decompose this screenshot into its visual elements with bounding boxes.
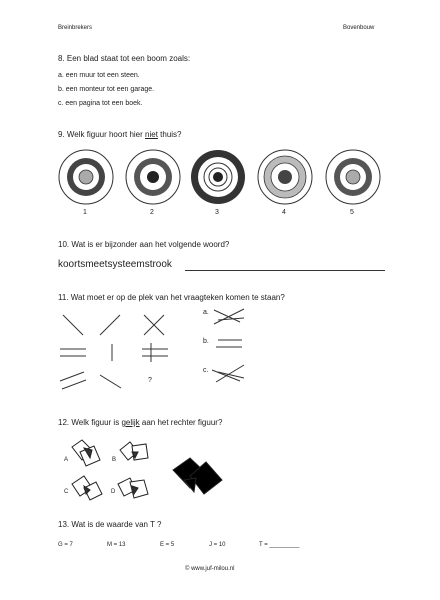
q9-label-4: 4 — [282, 209, 286, 216]
shape-d — [118, 478, 148, 498]
header-left: Breinbrekers — [58, 25, 93, 31]
q13-question: 13. Wat is de waarde van T ? — [58, 520, 162, 529]
q13-value-g: G = 7 — [58, 542, 73, 548]
q10-word: koortsmeetsysteemstrook — [58, 259, 172, 270]
header-right: Bovenbouw — [343, 25, 375, 31]
q9-label-2: 2 — [150, 209, 154, 216]
q9-label-5: 5 — [350, 209, 354, 216]
q11-option-c: c. — [203, 367, 209, 374]
shape-c — [72, 476, 102, 500]
q8-option-c: c. een pagina tot een boek. — [58, 100, 143, 107]
q11-option-a: a. — [203, 309, 209, 316]
q13-value-j: J = 10 — [209, 542, 226, 548]
reference-shape — [173, 458, 222, 494]
q8-question: 8. Een blad staat tot een boom zoals: — [58, 54, 191, 63]
q9-label-1: 1 — [83, 209, 87, 216]
q13-value-m: M = 13 — [107, 542, 126, 548]
q11-question: 11. Wat moet er op de plek van het vraagteken komen te staan? — [58, 293, 285, 302]
q13-value-t: T = _________ — [259, 542, 300, 548]
q11-option-b: b. — [203, 338, 209, 345]
shape-b — [120, 442, 148, 460]
q8-option-a: a. een muur tot een steen. — [58, 72, 140, 79]
q10-question: 10. Wat is er bijzonder aan het volgende woord? — [58, 240, 230, 249]
q12-label-d: D — [111, 489, 116, 495]
q9-label-3: 3 — [215, 209, 219, 216]
q8-option-b: b. een monteur tot een garage. — [58, 86, 155, 93]
shape-a — [72, 440, 100, 466]
footer-credit: © www.juf-milou.nl — [185, 566, 235, 572]
q13-value-e: E = 5 — [160, 542, 175, 548]
q12-label-a: A — [64, 457, 69, 463]
q11-question-mark: ? — [148, 377, 152, 384]
q12-label-b: B — [112, 457, 117, 463]
q12-label-c: C — [64, 489, 69, 495]
q12-question: 12. Welk figuur is gelijk aan het rechter figuur? — [58, 418, 223, 427]
q9-question: 9. Welk figuur hoort hier niet thuis? — [58, 130, 182, 139]
